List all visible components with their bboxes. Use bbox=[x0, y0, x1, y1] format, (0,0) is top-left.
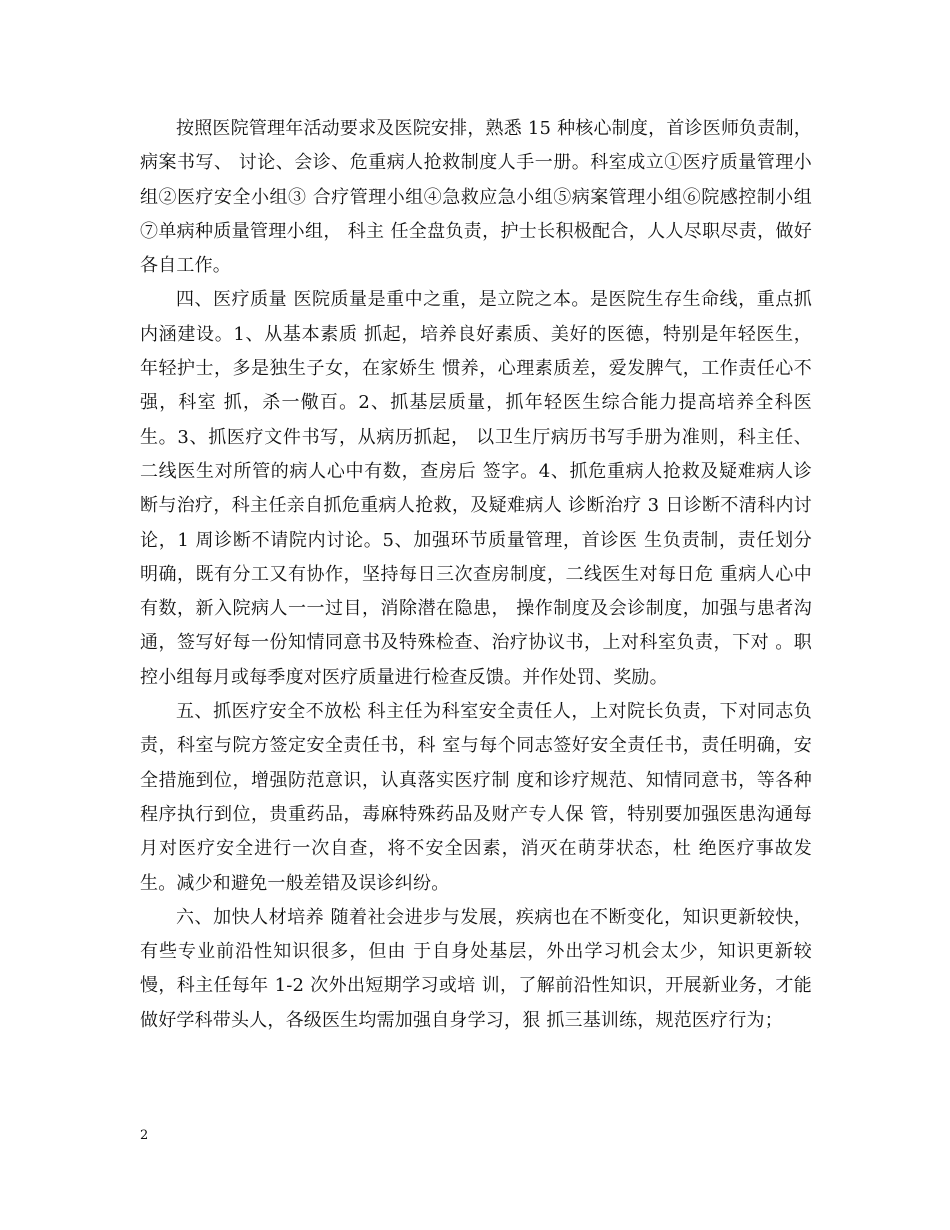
document-body bbox=[140, 112, 812, 1038]
paragraph-talent-training: 六、加快人材培养 随着社会进步与发展，疾病也在不断变化，知识更新较快，有些专业前沿性知识很多，但由 于自身处基层，外出学习机会太少，知识更新较慢，科主任每年 1-2 次外出短期学习或培 训，了解前沿性知识，开展新业务，才能做好学科带头人，各级医生均需加强自身学习，狠 抓三基训练，规范医疗行为； bbox=[140, 906, 812, 1031]
page-number: 2 bbox=[140, 1128, 149, 1143]
paragraph-core-systems: 按照医院管理年活动要求及医院安排，熟悉 15 种核心制度，首诊医师负责制，病案书写、 讨论、会诊、危重病人抢救制度人手一册。科室成立①医疗质量管理小组②医疗安全小组③ 合疗管理小组④急救应急小组⑤病案管理小组⑥院感控制小组⑦单病种质量管理小组， 科主 任全盘负责，护士长积极配合，人人尽职尽责，做好各自工作。 bbox=[140, 118, 812, 277]
paragraph-medical-safety: 五、抓医疗安全不放松 科主任为科室安全责任人，上对院长负责，下对同志负责，科室与院方签定安全责任书，科 室与每个同志签好安全责任书，责任明确，安全措施到位，增强防范意识，认真落实医疗制 度和诊疗规范、知情同意书，等各种程序执行到位，贵重药品，毒麻特殊药品及财产专人保 管，特别要加强医患沟通每月对医疗安全进行一次自查，将不安全因素，消灭在萌芽状态，杜 绝医疗事故发生。减少和避免一般差错及误诊纠纷。 bbox=[140, 701, 812, 894]
paragraph-medical-quality: 四、医疗质量 医院质量是重中之重，是立院之本。是医院生存生命线，重点抓内涵建设。1、从基本素质 抓起，培养良好素质、美好的医德，特别是年轻医生，年轻护士，多是独生子女，在家娇生 惯养，心理素质差，爱发脾气，工作责任心不强，科室 抓，杀一儆百。2、抓基层质量，抓年轻医生综合能力提高培养全科医生。3、抓医疗文件书写，从病历抓起， 以卫生厅病历书写手册为准则，科主任、二线医生对所管的病人心中有数，查房后 签字。4、抓危重病人抢救及疑难病人诊断与治疗，科主任亲自抓危重病人抢救，及疑难病人 诊断治疗 3 日诊断不清科内讨论，1 周诊断不请院内讨论。5、加强环节质量管理，首诊医 生负责制，责任划分明确，既有分工又有协作，坚持每日三次查房制度，二线医生对每日危 重病人心中有数，新入院病人一一过目，消除潜在隐患， 操作制度及会诊制度，加强与患者沟通，签写好每一份知情同意书及特殊检查、治疗协议书，上对科室负责，下对 。职控小组每月或每季度对医疗质量进行检查反馈。并作处罚、奖励。 bbox=[140, 289, 812, 688]
